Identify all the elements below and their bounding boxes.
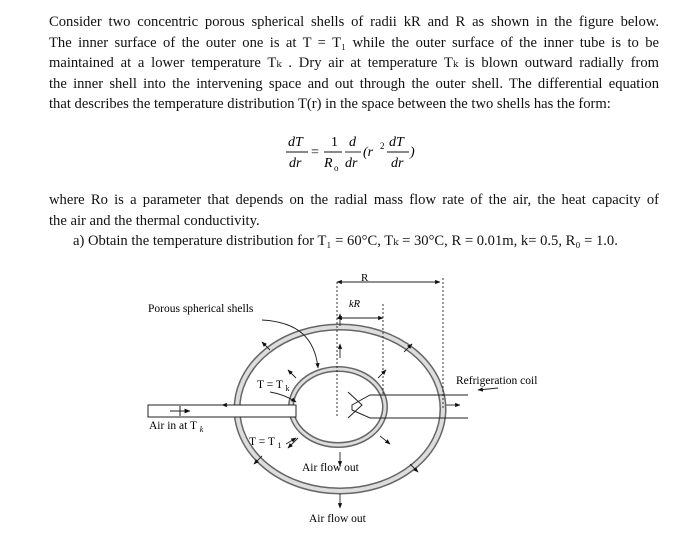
paragraph-line: that describes the temperature distribution T(r) in the space between the two shells has the form: <box>49 96 611 113</box>
label-kR: kR <box>349 299 361 310</box>
paragraph-line: maintained at a lower temperature Tₖ . Dry air at temperature Tₖ is blown outward radially from <box>49 55 659 72</box>
label-porous-shells: Porous spherical shells <box>148 303 254 315</box>
eq-inner-numerator: dT <box>389 135 404 150</box>
eq-lhs-denominator: dr <box>289 156 302 171</box>
label-air-flow-out-outer: Air flow out <box>309 513 366 525</box>
air-inlet-tube <box>148 405 296 417</box>
eq-paren-close: ) <box>410 145 415 160</box>
paragraph-line: where Ro is a parameter that depends on the radial mass flow rate of the air, the heat capacity of <box>49 192 659 208</box>
eq-coef-denominator: R <box>324 156 333 171</box>
paragraph-line: Consider two concentric porous spherical shells of radii kR and R as shown in the figure below. <box>49 14 659 30</box>
paragraph-line: the inner shell into the intervening space and out through the outer shell. The differential equation <box>49 75 659 92</box>
paragraph-line: the air and the thermal conductivity. <box>49 212 260 229</box>
label-t-equals-t1: T = T $_1$ <box>249 436 282 450</box>
refrigeration-coil <box>352 395 468 418</box>
eq-d-denominator: dr <box>345 156 358 171</box>
label-air-flow-out-inner: Air flow out <box>302 462 359 474</box>
eq-r-exponent: 2 <box>380 141 385 151</box>
label-R: R <box>361 272 369 284</box>
label-air-in: Air in at T $_k$ <box>149 420 204 434</box>
paragraph-line: The inner surface of the outer one is at T = T₁ while the outer surface of the inner tube is to be <box>49 34 659 51</box>
question-part-a: a) Obtain the temperature distribution for T₁ = 60°C, Tₖ = 30°C, R = 0.01m, k= 0.5, R₀ = 1.0. <box>73 233 618 249</box>
eq-paren-open: (r <box>363 145 374 160</box>
eq-lhs-numerator: dT <box>288 135 303 150</box>
eq-coef-numerator: 1 <box>331 135 338 150</box>
eq-d-numerator: d <box>349 135 356 150</box>
eq-coef-denominator-sub: o <box>334 163 339 173</box>
label-refrigeration-coil: Refrigeration coil <box>456 375 538 387</box>
eq-equals: = <box>311 145 319 160</box>
eq-inner-denominator: dr <box>391 156 404 171</box>
label-t-equals-tk: T = T $_k$ <box>257 379 290 393</box>
